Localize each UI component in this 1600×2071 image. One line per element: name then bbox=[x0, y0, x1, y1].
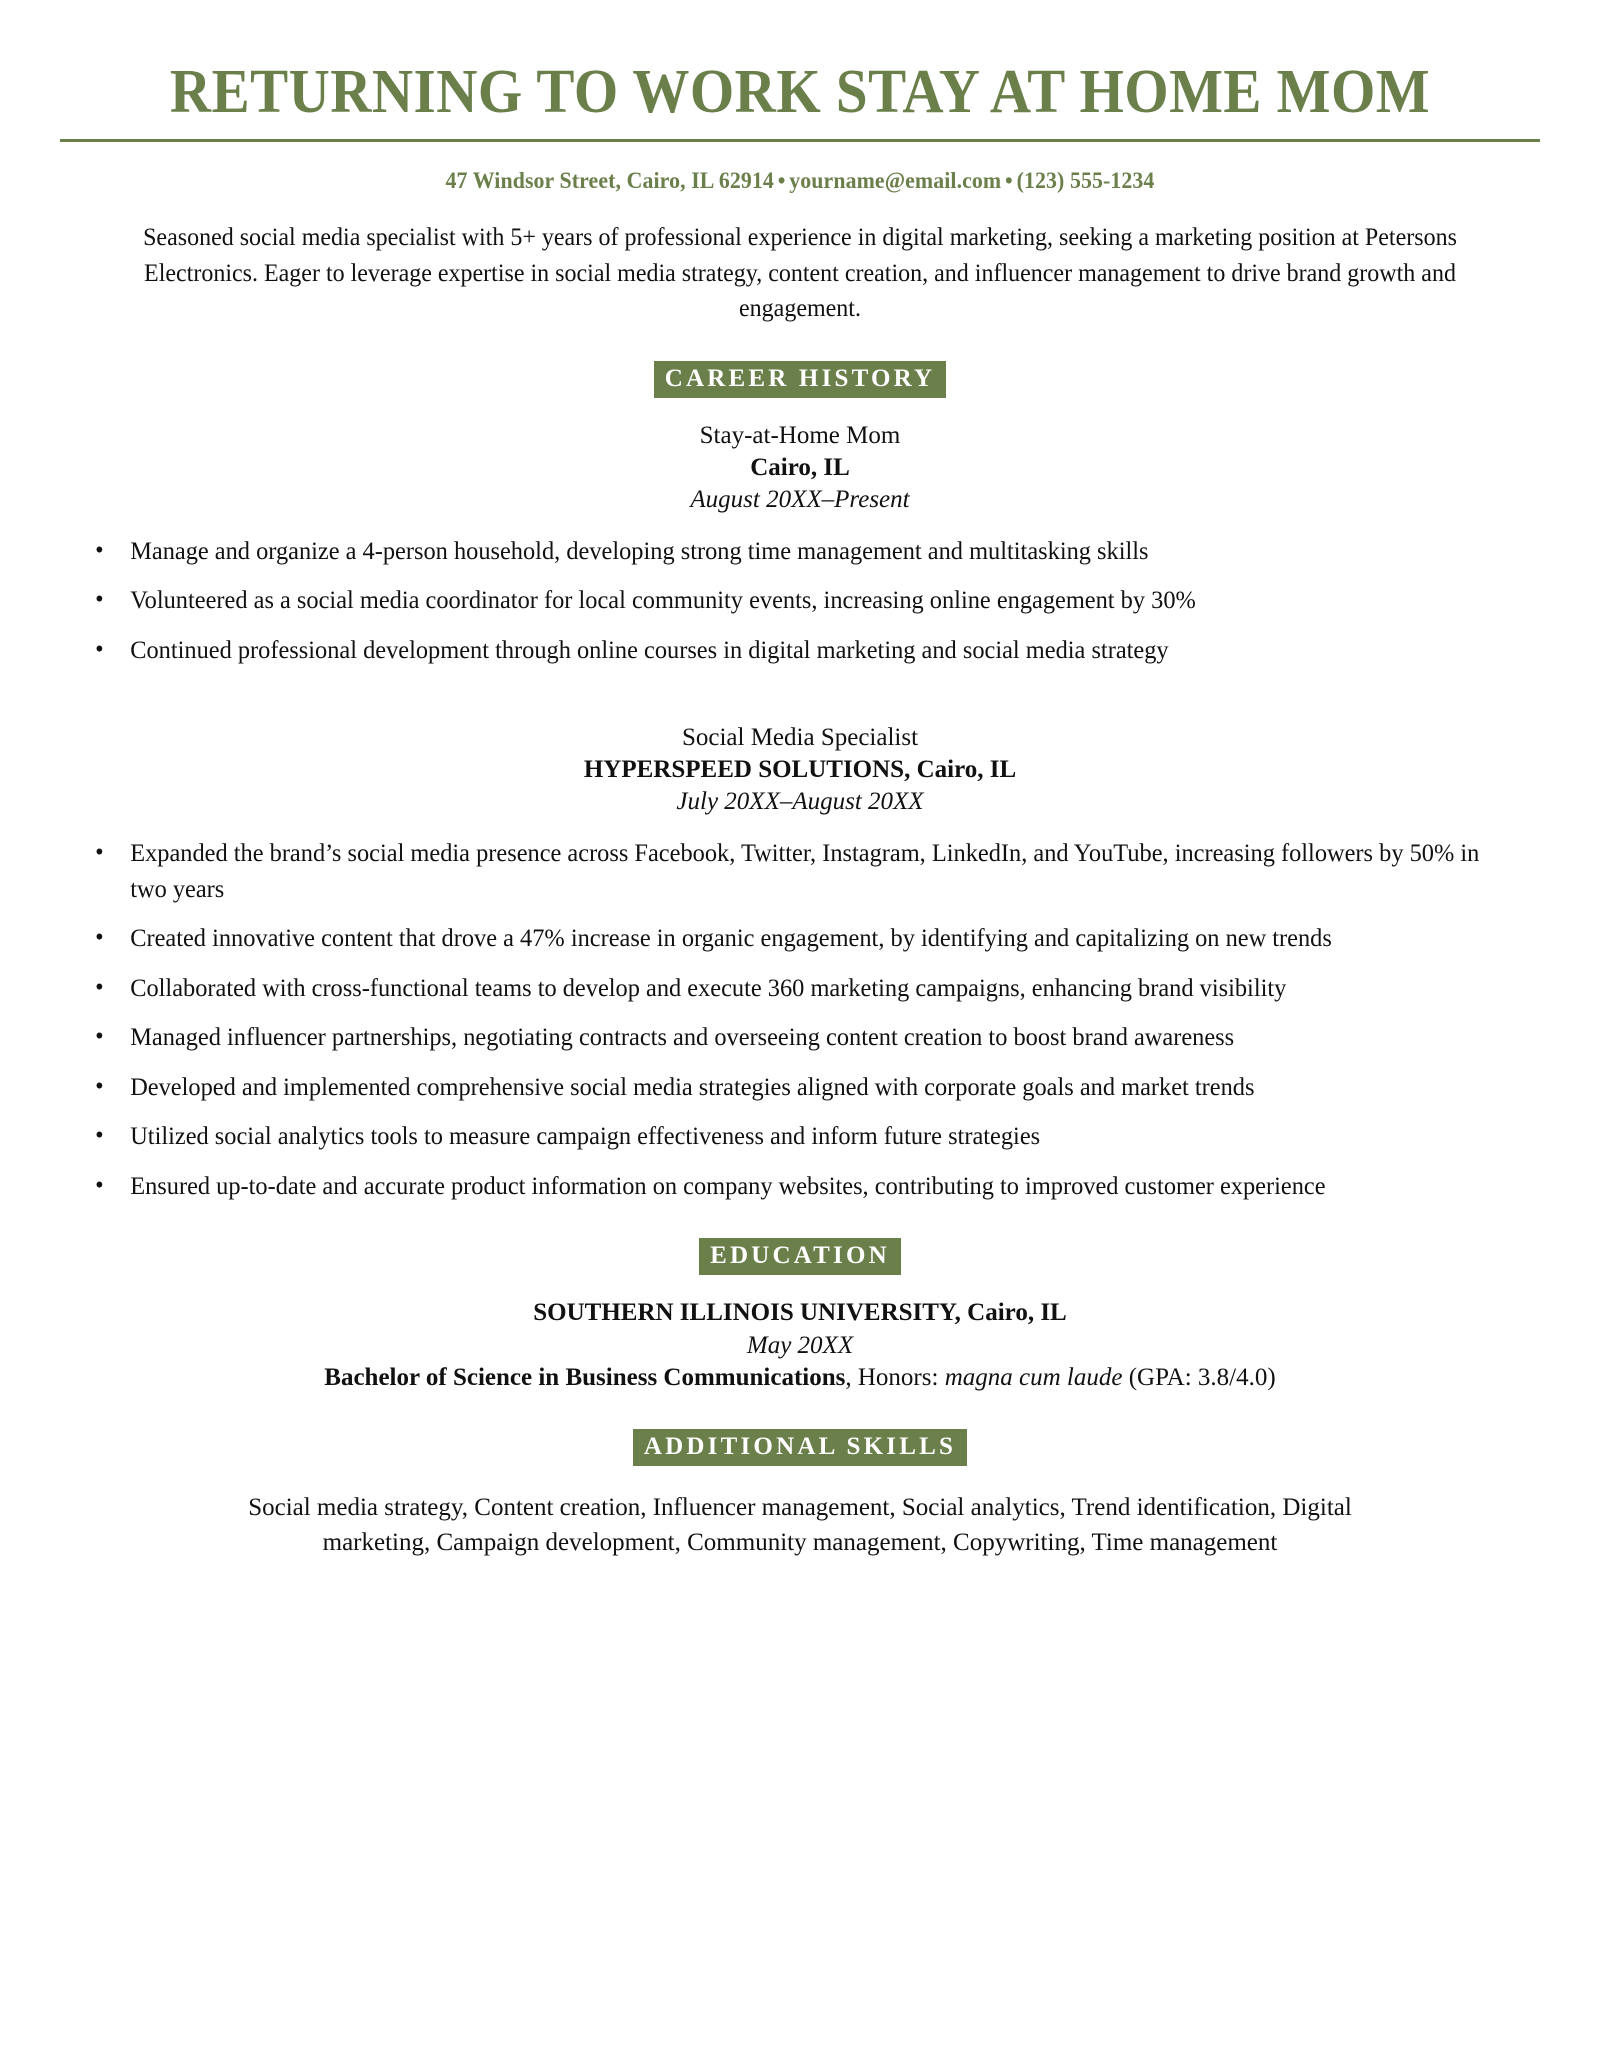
job-bullet: • Continued professional development through online courses in digital marketing and social media strategy bbox=[60, 633, 1503, 669]
education-gpa: (GPA: 3.8/4.0) bbox=[1122, 1364, 1276, 1392]
job-title: Social Media Specialist bbox=[681, 724, 919, 752]
contact-address: 47 Windsor Street, Cairo, IL 62914 bbox=[445, 168, 774, 194]
resume-header bbox=[60, 58, 1540, 194]
section-header-career-history bbox=[60, 361, 1540, 398]
education-honors-value: magna cum laude bbox=[944, 1364, 1123, 1392]
job-entry bbox=[60, 722, 1540, 1204]
section-header-education bbox=[60, 1238, 1540, 1275]
professional-summary: Seasoned social media specialist with 5+ years of professional experience in digital marketing, seeking a marketing position at Petersons Electronics. Eager to leverage expertise in social media strategy, content creation, and influencer management to drive brand growth and engagement. bbox=[143, 224, 1457, 323]
job-bullet: • Created innovative content that drove a 47% increase in organic engagement, by identifying and capitalizing on new trends bbox=[60, 921, 1503, 957]
education-degree-line bbox=[60, 1362, 1540, 1395]
job-organization: HYPERSPEED SOLUTIONS, Cairo, IL bbox=[583, 756, 1017, 784]
page-title: RETURNING TO WORK STAY AT HOME MOM bbox=[169, 58, 1431, 126]
contact-separator-2: • bbox=[1005, 168, 1013, 194]
section-header-additional-skills bbox=[60, 1429, 1540, 1466]
job-bullet: • Managed influencer partnerships, negotiating contracts and overseeing content creation to boost brand awareness bbox=[60, 1020, 1503, 1056]
education-degree: Bachelor of Science in Business Communications bbox=[324, 1364, 846, 1392]
education-honors-label: , Honors: bbox=[845, 1364, 945, 1392]
job-entry bbox=[60, 420, 1540, 669]
job-bullet: • Developed and implemented comprehensive social media strategies aligned with corporate goals and market trends bbox=[60, 1070, 1503, 1106]
job-bullet: • Volunteered as a social media coordinator for local community events, increasing online engagement by 30% bbox=[60, 583, 1503, 619]
additional-skills-text: Social media strategy, Content creation, Influencer management, Social analytics, Trend identification, Digital marketing, Campaign development, Community management, Copywriting, Time management bbox=[248, 1493, 1352, 1557]
education-school: SOUTHERN ILLINOIS UNIVERSITY, Cairo, IL bbox=[533, 1299, 1067, 1327]
contact-line bbox=[97, 168, 1503, 194]
section-badge-career-history: CAREER HISTORY bbox=[654, 361, 947, 398]
job-bullet-list bbox=[60, 836, 1540, 1204]
job-bullet: • Utilized social analytics tools to measure campaign effectiveness and inform future strategies bbox=[60, 1119, 1503, 1155]
job-bullet: • Expanded the brand’s social media presence across Facebook, Twitter, Instagram, LinkedIn, and YouTube, increasing followers by 50% in two years bbox=[60, 836, 1503, 907]
job-bullet: • Ensured up-to-date and accurate product information on company websites, contributing to improved customer experience bbox=[60, 1169, 1503, 1205]
education-date: May 20XX bbox=[746, 1331, 854, 1359]
section-badge-education: EDUCATION bbox=[699, 1238, 901, 1275]
job-bullet: • Manage and organize a 4-person household, developing strong time management and multitasking skills bbox=[60, 534, 1503, 570]
contact-phone: (123) 555-1234 bbox=[1016, 168, 1155, 194]
education-entry bbox=[60, 1297, 1540, 1395]
job-bullet: • Collaborated with cross-functional teams to develop and execute 360 marketing campaigns, enhancing brand visibility bbox=[60, 971, 1503, 1007]
job-dates: July 20XX–August 20XX bbox=[676, 788, 924, 816]
contact-separator-1: • bbox=[777, 168, 786, 194]
job-title: Stay-at-Home Mom bbox=[699, 421, 901, 449]
header-divider bbox=[60, 139, 1540, 142]
job-dates: August 20XX–Present bbox=[690, 485, 910, 513]
contact-email[interactable]: yourname@email.com bbox=[789, 168, 1002, 194]
job-bullet-list bbox=[60, 534, 1540, 669]
section-badge-additional-skills: ADDITIONAL SKILLS bbox=[633, 1429, 967, 1466]
job-organization: Cairo, IL bbox=[750, 453, 850, 481]
